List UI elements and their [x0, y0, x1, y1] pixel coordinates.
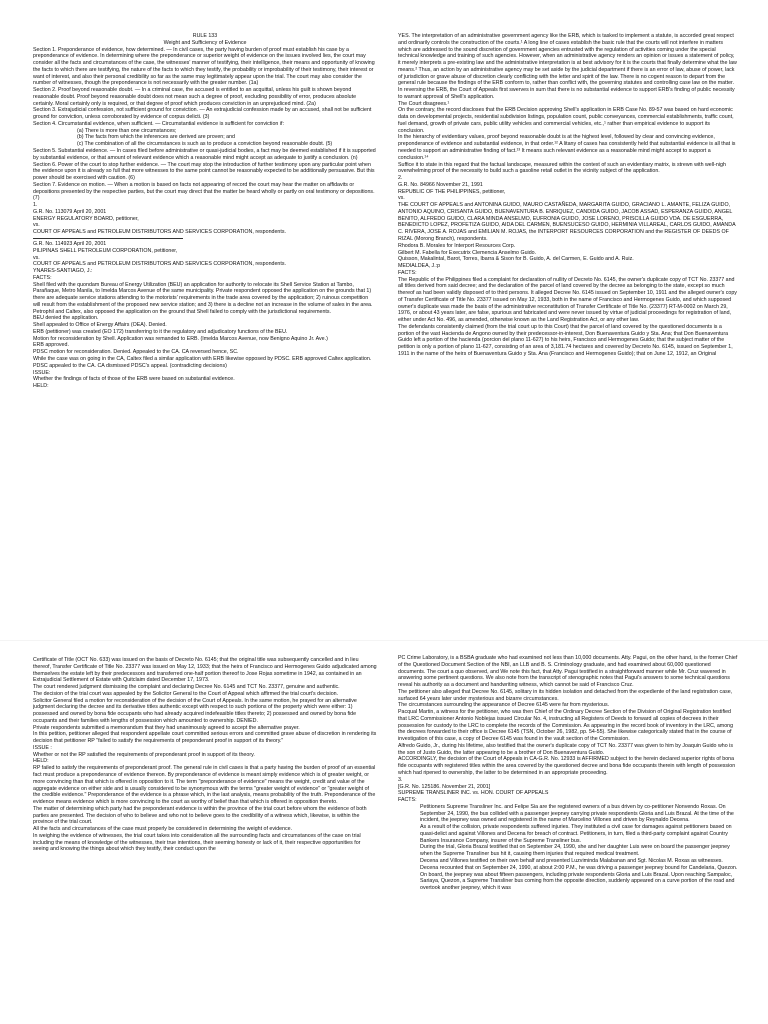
column-page1-left	[33, 33, 377, 413]
paragraph: Quisson, Makalintal, Barot, Torres, Ibarra & Sison for B. Guido, A. del Carmen, E. Guido and A. Ruiz.	[398, 256, 634, 263]
paragraph: In the hierarchy of evidentiary values, proof beyond reasonable doubt is at the highest level, followed by clear and convincing evidence, preponderance of evidence and substantial evidence, in that order.¹² A litany of cases has consistently held that substantial evidence is all that is needed to support an administrative finding of fact.¹³ It means such relevant evidence as a reasonable mind might accept to support a conclusion.¹⁴	[398, 134, 736, 161]
paragraph: In this petition, petitioner alleged that respondent appellate court committed serious errors and committed grave abuse of discretion in rendering its decision that petitioner RP "failed to satisfy the requirements of preponderant proof in support of its theory."	[33, 731, 377, 745]
column-page2-left	[33, 657, 377, 1024]
paragraph: 3.	[398, 776, 403, 783]
paragraph: The matter of determining which party had the preponderant evidence is within the province of the trial court before whom the evidence of both parties are presented. The decision of who to believe and who not to believe goes to the credibility of a witness which, likewise, is within the province of the trial court.	[33, 805, 367, 826]
paragraph: RULE 133	[192, 33, 218, 39]
paragraph: FACTS:	[33, 274, 52, 281]
paragraph: Motion for reconsideration by Shell. Application was remanded to ERB. (Imelda Marcos Avenue, now Benigno Aquino Jr. Ave.)	[33, 335, 328, 342]
paragraph: Section 5. Substantial evidence. — In cases filed before administrative or quasi-judicial bodies, a fact may be deemed established if it is supported by substantial evidence, or that amount of relevant evidence which a reasonable mind might accept as adequate to justify a conclusion. (n)	[33, 148, 376, 161]
paragraph: The Court disagrees.¹	[398, 100, 450, 107]
paragraph: YNARES-SANTIAGO, J.:	[33, 268, 93, 275]
paragraph: PDSC motion for reconsideration. Denied. Appealed to the CA. CA reversed hence, SC.	[33, 349, 239, 356]
paragraph: SUPREME TRANSLINER INC. vs. HON. COURT OF APPEALS	[398, 790, 549, 797]
paragraph: ERB (petitioner) was created (EO 172) transferring to it the regulatory and adjudicatory functions of the BEU.	[33, 328, 288, 335]
paragraph: The Republic of the Philippines filed a complaint for declaration of nullity of Decreto No. 6145, the owner's duplicate copy of TCT No. 23377 and all titles derived from said decree; and the declaration of the parcel of land covered by the decree as belonging to the state, except so much thereof as had been validly disposed of to third persons. It alleged Decree No. 6145 issued on September 10, 1911 and the alleged owner's copy of Transfer Certificate of Title No. 23377 issued on May 12, 1933, both in the name of Francisco and Hermogenes Guido, and which supposed owner's duplicate was made the basis of the administrative reconstitution of Transfer Certificate of Title No. (23377) RT-M-0002 on March 29, 1976, or about 43 years later, are false, spurious and fabricated and were never issued by virtue of judicial proceedings for registration of land, either under Act No. 496, as amended, otherwise known as the Land Registration Act, or any other law.	[398, 276, 737, 324]
column-page1-right	[398, 33, 738, 418]
paragraph: Shell appealed to Office of Energy Affairs (OEA). Denied.	[33, 322, 167, 329]
paragraph: PILIPINAS SHELL PETROLEUM CORPORATION, petitioner,	[33, 247, 178, 254]
paragraph: The petitioner also alleged that Decree No. 6145, solitary in its hidden isolation and detached from the expediente of the land registration case, surfaced 64 years later under mysterious and bizarre circumstances.	[398, 688, 733, 702]
paragraph: Section 3. Extrajudicial confession, not sufficient ground for conviction. — An extrajudicial confession made by an accused, shall not be sufficient ground for conviction, unless corroborated by evidence of corpus delicti. (3)	[33, 107, 372, 121]
paragraph: As a result of the collision, private respondents suffered injuries. They instituted a civil case for damages against petitioners based on quasi-delict and against Villones and Decena for breach of contract. Petitioners, in turn, filed a third-party complaint against Country Bankers Insurance Company, insurer of the Supreme Transliner bus.	[420, 824, 732, 844]
column-page2-right	[398, 655, 738, 1024]
paragraph: HELD:	[33, 383, 49, 390]
paragraph: RP failed to satisfy the requirements of preponderant proof. The general rule in civil cases is that a party having the burden of proof of an essential fact must produce a preponderance of evidence thereon. By preponderance of evidence is meant simply evidence which is of greater weight, or more convincing than that which is offered in opposition to it. The term "preponderance of evidence" means the weight, credit and value of the aggregate evidence on either side and is usually considered to be synonymous with the terms "greater weight of evidence" or "greater weight of the credible evidence." Preponderance of the evidence is a phrase which, in the last analysis, means probability of the truth. Preponderance of the evidence means evidence which is more convincing to the court as worthy of belief than that which is offered in opposition thereto.	[33, 765, 376, 806]
paragraph: Petitioners Supreme Transliner Inc. and Felipe Sia are the registered owners of a bus driven by co-petitioner Nonvendo Roxas. On September 24, 1990, the bus collided with a passenger jeepney carrying private respondents Gloria and Luis Brazal. At the time of the incident, the jeepney was owned and registered in the name of Marcelino Villones and driven by Reynaldo Decena.	[420, 803, 734, 824]
paragraph: G.R. No. 114923 April 20, 2001	[33, 240, 107, 247]
paragraph: FACTS:	[398, 269, 417, 276]
paragraph: On the contrary, the record discloses that the ERB Decision approving Shell's application in ERB Case No. 89-57 was based on hard economic data on developmental projects, residential subdivision listings, population count, public conveyances, commercial establishments, traffic count, fuel demand, growth of private cars, public utility vehicles and commercial vehicles, etc.,¹ rather than empirical evidence to support its conclusion.	[398, 107, 734, 134]
page-break-divider	[0, 640, 768, 641]
paragraph: While the case was on going in the CA, Caltex filed a similar application with ERB likewise opposed by PDSC. ERB approved Caltex application. PDSC appealed to the CA. CA dismissed PDSC's appeal. (contradicting decisions)	[33, 355, 372, 369]
paragraph: COURT OF APPEALS and PETROLEUM DISTRIBUTORS AND SERVICES CORPORATION, respondents.	[33, 261, 286, 268]
paragraph: Pacqual Martin, a witness for the petitioner, who was then Chief of the Ordinary Decree Section of the Division of Original Registration testified that LRC Commissioner Antonio Noblejas issued Circular No. 4, instructing all Registers of Deeds to forward all copies of decrees in their possession for custody to the LRC to complete the records of the Commission. As appearing in the record book of inventory in the LRC, among the decrees forwarded to their office is Decree 6145 (TSN, October 26, 1982, pp. 54-55). She likewise categorically stated that in the course of investigation of this case, a copy of Decree 6145 was found in the vault section of the Commission.	[398, 709, 734, 743]
paragraph: G.R. No. 84966 November 21, 1991	[398, 181, 483, 188]
paragraph: Section 1. Preponderance of evidence, how determined. — In civil cases, the party having burden of proof must establish his case by a preponderance of evidence. In determining where the preponderance or superior weight of evidence on the issues involved lies, the court may consider all the facts and circumstances of the case, the witnesses' manner of testifying, their intelligence, their means and opportunity of knowing the facts to which there are testifying, the nature of the facts to which they testify, the probability or improbability of their testimony, their interest or want of interest, and also their personal credibility so far as the same may legitimately appear upon the trial. The court may also consider the number of witnesses, though the preponderance is not necessarily with the greater number. (1a)	[33, 46, 375, 87]
paragraph: BEU denied the application.	[33, 315, 99, 322]
paragraph: In weighing the evidence of witnesses, the trial court takes into consideration all the surrounding facts and circumstances of the case on trial including the means of knowledge of the witnesses, their true intentions, their seeming honesty or lack of it, their respective opportunities for seeing and knowing the things about which they testify, their conduct upon the	[33, 832, 361, 853]
paragraph: Private respondents submitted a memorandum that they had unanimously agreed to accept the alternative prayer.	[33, 724, 300, 731]
paragraph: G.R. No. 113079 April 20, 2001	[33, 208, 107, 215]
paragraph: Section 7. Evidence on motion. — When a motion is based on facts not appearing of record the court may hear the matter on affidavits or depositions presented by the respective parties, but the court may direct that the matter be heard wholly or partly on oral testimony or depositions. (7)	[33, 181, 375, 202]
paragraph: In reversing the ERB, the Court of Appeals first swerves in sum that there is no substantial evidence to support ERB's finding of public necessity to warrant approval of Shell's application.	[398, 87, 735, 100]
paragraph: FACTS:	[398, 797, 417, 804]
paragraph: All the facts and circumstances of the case must properly be considered in determining the weight of evidence.	[33, 826, 293, 833]
paragraph: Whether the findings of facts of those of the ERB were based on substantial evidence.	[33, 376, 235, 383]
paragraph: REPUBLIC OF THE PHILIPPINES, petitioner,	[398, 188, 506, 195]
paragraph: HELD:	[33, 758, 49, 765]
paragraph: Section 6. Power of the court to stop further evidence. — The court may stop the introduction of further testimony upon any particular point when the evidence upon it is already so full that more witnesses to the same point cannot be reasonably expected to be additionally persuasive. But this power should be exercised with caution. (6)	[33, 161, 375, 182]
paragraph: (c) The combination of all the circumstances is such as to produce a conviction beyond reasonable doubt. (5)	[77, 141, 333, 148]
paragraph: 1.	[33, 202, 38, 209]
paragraph: Weight and Sufficiency of Evidence	[163, 39, 247, 46]
paragraph: ISSUE:	[33, 369, 51, 376]
paragraph: During the trial, Gloria Brazal testified that on September 24, 1990, she and her daughter Luis were on board the passenger jeepney when the Supreme Transliner bus hit it, causing them injuries that required medical treatment.	[420, 844, 730, 858]
paragraph: Gilbert M. Fabella for Executrix Clemencia Anselmo Guido.	[398, 249, 537, 256]
paragraph: The court rendered judgment dismissing the complaint and declaring Decree No. 6145 and TCT No. 23377, genuine and authentic.	[33, 684, 340, 691]
paragraph: Shell filed with the quondam Bureau of Energy Utilization (BEU) an application for authority to relocate its Shell Service Station at Tambo, Parañaque, Metro Manila, to Imelda Marcos Avenue of the same municipality. Private respondent opposed the application on the grounds that 1) there are adequate service stations attending to the motorists' requirements in the trade area covered by the application; 2) ruinous competition will result from the establishment of the proposed new service station; and 3) there is a decline not an increase in the volume of sales in the area. Petrophil and Caltex, also opposed the application on the ground that Shell failed to comply with the jurisdictional requirements.	[33, 281, 373, 315]
paragraph: (b) The facts from which the inferences are derived are proven; and	[77, 134, 236, 141]
paragraph: Whether or not the RP satisfied the requirements of preponderant proof in support of its theory.	[33, 751, 255, 758]
paragraph: COURT OF APPEALS and PETROLEUM DISTRIBUTORS AND SERVICES CORPORATION, respondents.	[33, 229, 286, 236]
paragraph: MEDIALDEA, J.:p	[398, 263, 441, 270]
paragraph: YES. The interpretation of an administrative government agency like the ERB, which is tasked to implement a statute, is accorded great respect and ordinarily controls the construction of the courts.¹ A long line of cases establish the basic rule that the courts will not interfere in matters which are addressed to the sound discretion of government agencies entrusted with the regulation of activities coming under the special technical knowledge and training of such agencies. However, when an administrative agency renders an opinion or issues a statement of policy, it merely interprets a pre-existing law and the administrative interpretation is at best advisory for it is the courts that finally determine what the law means.² Thus, an action by an administrative agency may be set aside by the judicial department if there is an error of law, abuse of power, lack of jurisdiction or grave abuse of discretion clearly conflicting with the letter and spirit of the law. There is no cogent reason to depart from the general rule because the findings of the ERB conform to, rather than conflict with, the governing statutes and controlling case law on the matter.	[398, 33, 737, 87]
paragraph: ACCORDINGLY, the decision of the Court of Appeals in CA-G.R. No. 12933 is AFFIRMED subject to the herein declared superior rights of bona fide occupants with registered titles within the area covered by the questioned decree and bona fide occupants therein with length of possession which had ripened to ownership, the latter to be determined in an appropriate proceeding.	[398, 756, 736, 777]
separator-line	[33, 238, 183, 239]
paragraph: The decision of the trial court was appealed by the Solicitor General to the Court of Appeal which affirmed the trial court's decision.	[33, 690, 339, 697]
paragraph: The circumstances surrounding the appearance of Decree 6145 were far from mysterious.	[398, 702, 610, 709]
paragraph: Section 2. Proof beyond reasonable doubt. — In a criminal case, the accused is entitled to an acquittal, unless his guilt is shown beyond reasonable doubt. Proof beyond reasonable doubt does not mean such a degree of proof, excluding possibility of error, produces absolute certainly. Moral certainly only is required, or that degree of proof which produces conviction in an unprejudiced mind. (2a)	[33, 87, 357, 107]
paragraph: Certificate of Title (OCT No. 633) was issued on the basis of Decreto No. 6145; that the original title was subsequently cancelled and in lieu thereof, Transfer Certificate of Title No. 23377 was issued on May 12, 1933; that the heirs of Francisco and Hermogenes Guido adjudicated among themselves the estate left by their predecessors and transferred one-half portion thereof to Jose Rojas sometime in 1942, as contained in an Extrajudicial Settlement of Estate with Quitclaim dated December 17, 1973.	[33, 657, 377, 684]
paragraph: THE COURT OF APPEALS and ANTONINA GUIDO, MAURO CASTAÑEDA, MARGARITA GUIDO, GRACIANO L. AMANTE, FELIZA GUIDO, ANTONIO AQUINO, CRISANTA GUIDO, BUENAVENTURA B. ENRIQUEZ, CANDIDA GUIDO, JACOB ASSAD, ESPERANZA GUIDO, ANGEL BENITO, ALFREDO GUIDO, CLARA MINDA ANSELMO, EUFRONIA GUIDO, JOSE LORENO, PRISCILLA GUIDO VDA. DE ESGUERRA, BENEDICTO LOPEZ, PROFETIZA GUIDO, AIDA DEL CARMEN, BUENSUCESO GUIDO, HERMINIA VILLAREAL, CARLOS GUIDO, AMANDA C. RIVERA, JOSE A. ROJAS and EMILIAN M. ROJAS, the INTERPORT RESOURCES CORPORATION and the REGISTER OF DEEDS OF RIZAL (Morong Branch), respondents.	[398, 202, 736, 242]
paragraph: ENERGY REGULATORY BOARD, petitioner,	[33, 215, 139, 222]
paragraph: Solicitor General filed a motion for reconsideration of the decision of the Court of Appeals. In the same motion, he prayed for an alternative judgment declaring the decree and its derivative titles authentic except with respect to such portions of the property which were either: 1) possessed and owned by bona fide occupants who had already acquired indefeasible titles thereto; 2) possessed and owned by bona fide occupants and their families with lengths of possession which amounted to ownership. DENIED.	[33, 697, 357, 724]
paragraph: vs.	[33, 222, 40, 229]
paragraph: vs.	[33, 254, 40, 261]
paragraph: ERB approved.	[33, 342, 69, 349]
paragraph: (a) There is more than one circumstances;	[77, 127, 177, 134]
paragraph: Alfredo Guido, Jr., during his lifetime, also testified that the owner's duplicate copy of TCT No. 23377 was given to him by Joaquin Guido who is the son of Justo Guido, the latter appearing to be a brother of Don Buenaventura Guido.	[398, 742, 733, 756]
paragraph: Suffice it to state in this regard that the factual landscape, measured within the context of such an evidentiary matrix, is strewn with well-nigh overwhelming proof of the necessity to build such a gasoline retail outlet in the vicinity subject of the application.	[398, 161, 726, 175]
paragraph: The defendants consistently claimed (from the trial court up to this Court) that the parcel of land covered by the questioned documents is a portion of the vast Hacienda de Angono owned by their predecessor-in-interest, Don Buenaventura Guido y Sta. Ana; that Don Buenaventura Guido left a portion of the hacienda (porcion del plano 11-627) to his heirs, Francisco and Hermogenes Guido; that the subject matter of the petition is only a portion of plano 11-627, consisting of an area of 3,181.74 hectares and covered by Decreto No. 6145, issued on September 1, 1911 in the name of the heirs of Buenaventura Guido y Sta. Ana (Francisco and Hermogenes Guido); that on June 12, 1912, an Original	[398, 323, 733, 357]
paragraph: ISSUE :	[33, 744, 52, 751]
paragraph: [G.R. No. 125186. November 21, 2001]	[398, 783, 491, 790]
paragraph: Rhodora B. Morales for Interport Resources Corp.	[398, 242, 516, 249]
paragraph: vs.	[398, 195, 405, 202]
paragraph: 2.	[398, 175, 403, 182]
paragraph: PC Crime Laboratory, is a BSBA graduate who had examined not less than 10,000 documents. Atty. Pagui, on the other hand, is the former Chief of the Questioned Document Section of the NBI, an LLB and B. S. Criminology graduate, and had examined about 60,000 questioned documents. The court a quo observed, and We note this fact, that Atty. Pagui testified in a straightforward manner while Mr. Cruz wavered in answering some pertinent questions. We also note from the transcript of stenographic notes that Pagui's answers to some technical questions reveal his authority as a document and handwriting witness, which cannot be said of Francisco Cruz.	[398, 655, 738, 689]
paragraph: Section 4. Circumstantial evidence, when sufficient. — Circumstantial evidence is sufficient for conviction if:	[33, 120, 284, 127]
paragraph: Decena and Villones testified on their own behalf and presented Luzviminda Malabanan and Sgt. Nicolas M. Roxas as witnesses. Decena recounted that on September 24, 1990, at about 2:00 P.M., he was driving a passenger jeepney bound for Candelaria, Quezon. On board, the jeepney was about fifteen passengers, including private respondents Gloria and Luis Brazal. Upon reaching Sampaloc, Sariaya, Quezon, a Supreme Transliner bus coming from the opposite direction, suddenly appeared on a curve portion of the road and overtook another jeepney, which it was	[420, 857, 738, 892]
